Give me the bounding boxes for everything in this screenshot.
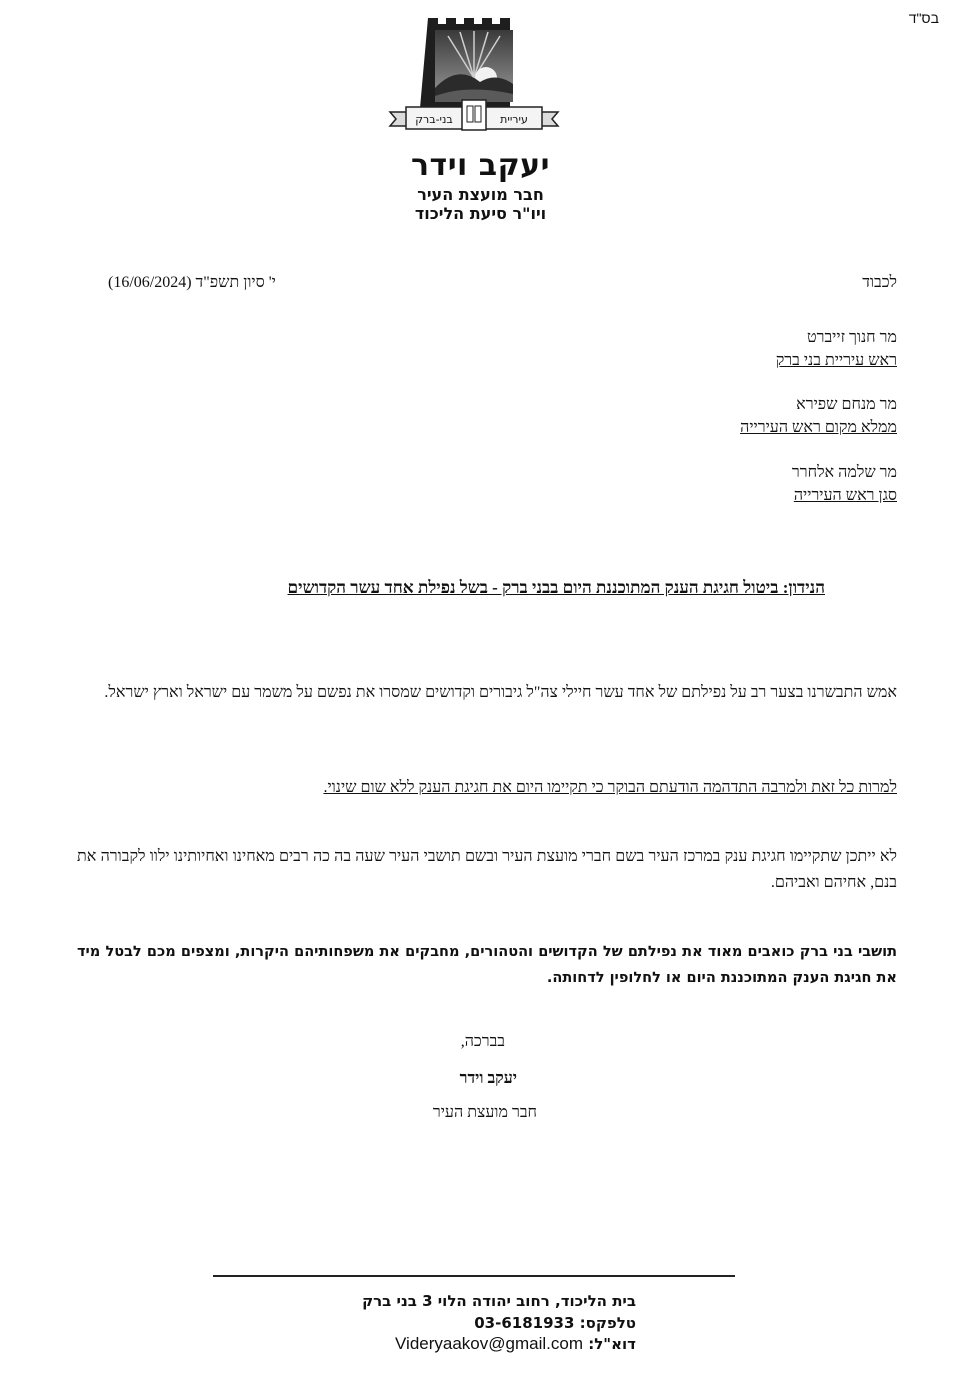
- subject-line: הנידון: ביטול חגיגת הענק המתוכננת היום בבני ברק - בשל נפילת אחד עשר הקדושים: [287, 578, 825, 597]
- recipient-2-role: ממלא מקום ראש העירייה: [740, 419, 897, 436]
- footer-phone: 03-6181933: [474, 1314, 575, 1332]
- paragraph-4: תושבי בני ברק כואבים מאוד את נפילתם של הקדושים והטהורים, מחבקים את משפחותיהם היקרות, ומצפים מכם לבטל מיד את חגיגת הענק המתוכננת היום או לחלופין לדחותה.: [77, 944, 897, 986]
- footer-email-label: דוא"ל:: [588, 1335, 636, 1353]
- footer-phone-row: [200, 1314, 636, 1332]
- footer-address: בית הליכוד, רחוב יהודה הלוי 3 בני ברק: [362, 1292, 636, 1310]
- header-title-1: חבר מועצת העיר: [417, 185, 544, 204]
- corner-mark: בס"ד: [908, 10, 939, 26]
- header-name: יעקב וידר: [411, 148, 550, 183]
- salutation: לכבוד: [862, 274, 897, 291]
- paragraph-2: למרות כל זאת ולמרבה התדהמה הודעתם הבוקר כי תקיימו היום את חגיגת הענק ללא שום שינוי.: [323, 779, 897, 796]
- closing-name: יעקב וידר: [459, 1070, 517, 1087]
- logo-banner-right: עיריית: [500, 113, 528, 126]
- logo-banner-left: בני-ברק: [415, 113, 453, 126]
- closing-greeting: בברכה,: [460, 1033, 505, 1050]
- recipient-3-name: מר שלמה אלחרר: [791, 464, 897, 481]
- recipient-3-role: סגן ראש העירייה: [793, 487, 897, 504]
- footer-divider: [213, 1275, 735, 1277]
- paragraph-3: לא ייתכן שתקיימו חגיגת ענק במרכז העיר בשם חברי מועצת העיר ובשם תושבי העיר שעה בה כה רבים מאחינו ואחיותינו ילוו לקבורה את בנם, אחיהם ואביהם.: [77, 848, 897, 891]
- footer-email-row: [200, 1334, 636, 1354]
- closing-title: חבר מועצת העיר: [432, 1104, 537, 1121]
- paragraph-1: אמש התבשרנו בצער רב על נפילתם של אחד עשר חיילי צה"ל גיבורים וקדושים שמסרו את נפשם על משמר עם ישראל וארץ ישראל.: [104, 684, 897, 701]
- header-title-2: ויו"ר סיעת הליכוד: [414, 204, 547, 223]
- letter-date: י' סיון תשפ"ד (16/06/2024): [108, 274, 276, 291]
- recipient-1-name: מר חנוך זייברט: [806, 329, 897, 346]
- footer-phone-label: טלפקס:: [579, 1314, 636, 1332]
- recipient-2-name: מר מנחם שפירא: [796, 396, 897, 413]
- footer-email[interactable]: Videryaakov@gmail.com: [395, 1334, 583, 1353]
- city-logo: [388, 16, 560, 138]
- recipient-1-role: ראש עיריית בני ברק: [775, 352, 897, 369]
